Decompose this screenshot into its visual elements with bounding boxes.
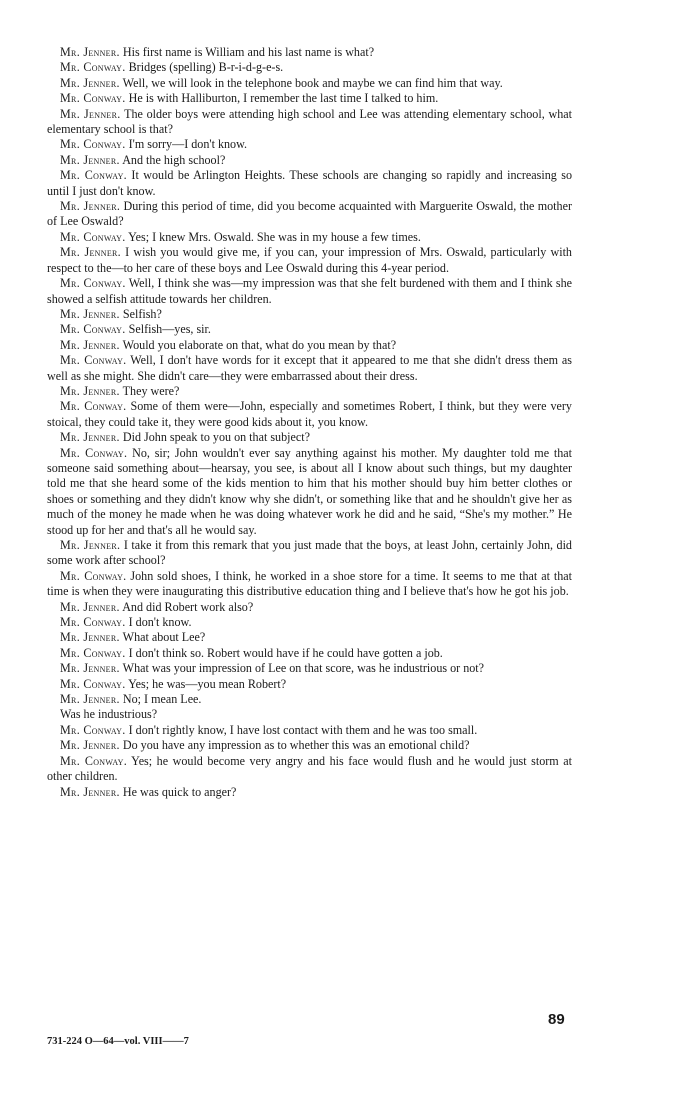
speaker-name: Mr. Jenner. — [60, 106, 121, 121]
testimony-paragraph — [47, 785, 572, 800]
speaker-name: Mr. Jenner. — [60, 199, 121, 214]
speaker-name: Mr. Jenner. — [60, 383, 120, 398]
speaker-name: Mr. Conway. — [60, 676, 126, 691]
speech-text: John sold shoes, I think, he worked in a shoe store for a time. It seems to me that at that time is when they were inaugurating this distributive education thing and I believe that's how he got his job. — [47, 568, 572, 599]
speech-text: Yes; I knew Mrs. Oswald. She was in my house a few times. — [128, 229, 421, 244]
testimony-paragraph — [47, 615, 572, 630]
page-number: 89 — [548, 1011, 565, 1028]
speaker-name: Mr. Conway. — [60, 168, 127, 183]
speech-text: And did Robert work also? — [122, 599, 254, 614]
speech-text: He is with Halliburton, I remember the last time I talked to him. — [128, 91, 439, 106]
testimony-paragraph — [47, 338, 572, 353]
testimony-paragraph — [47, 60, 572, 75]
speaker-name: Mr. Conway. — [60, 276, 126, 291]
speech-text: During this period of time, did you become acquainted with Marguerite Oswald, the mother of Lee Oswald? — [47, 199, 572, 229]
speech-text: Was he industrious? — [60, 707, 158, 722]
testimony-paragraph — [47, 430, 572, 445]
speaker-name: Mr. Jenner. — [60, 306, 120, 321]
speech-text: Selfish? — [122, 306, 162, 321]
testimony-paragraph — [47, 353, 572, 384]
testimony-paragraph — [47, 168, 572, 199]
testimony-paragraph — [47, 707, 572, 722]
speech-text: Well, we will look in the telephone book and maybe we can find him that way. — [122, 75, 503, 90]
speaker-name: Mr. Conway. — [60, 60, 126, 75]
speech-text: Did John speak to you on that subject? — [122, 430, 310, 445]
speech-text: It would be Arlington Heights. These schools are changing so rapidly and increasing so until I just don't know. — [47, 168, 572, 198]
testimony-paragraph — [47, 276, 572, 307]
testimony-paragraph — [47, 677, 572, 692]
speech-text: No; I mean Lee. — [122, 692, 202, 707]
speech-text: I don't rightly know, I have lost contact with them and he was too small. — [128, 722, 478, 737]
speaker-name: Mr. Jenner. — [60, 738, 120, 753]
speaker-name: Mr. Jenner. — [60, 430, 120, 445]
speech-text: I take it from this remark that you just made that the boys, at least John, certainly John, did some work after school? — [47, 538, 572, 568]
speaker-name: Mr. Conway. — [60, 722, 126, 737]
testimony-paragraph — [47, 137, 572, 152]
speech-text: I don't think so. Robert would have if he could have gotten a job. — [128, 645, 443, 660]
testimony-paragraph — [47, 384, 572, 399]
testimony-paragraph — [47, 754, 572, 785]
speech-text: What about Lee? — [122, 630, 206, 645]
testimony-paragraph — [47, 692, 572, 707]
speech-text: And the high school? — [122, 152, 226, 167]
speech-text: I'm sorry—I don't know. — [128, 137, 248, 152]
testimony-paragraph — [47, 199, 572, 230]
testimony-paragraph — [47, 738, 572, 753]
speech-text: His first name is William and his last name is what? — [122, 45, 375, 59]
speaker-name: Mr. Jenner. — [60, 599, 120, 614]
speech-text: Do you have any impression as to whether this was an emotional child? — [122, 738, 470, 753]
speaker-name: Mr. Conway. — [60, 753, 128, 768]
speaker-name: Mr. Conway. — [60, 568, 127, 583]
testimony-paragraph — [47, 661, 572, 676]
testimony-paragraph — [47, 230, 572, 245]
testimony-paragraph — [47, 646, 572, 661]
speaker-name: Mr. Jenner. — [60, 538, 121, 552]
speaker-name: Mr. Conway. — [60, 353, 127, 368]
testimony-paragraph — [47, 399, 572, 430]
speaker-name: Mr. Jenner. — [60, 45, 120, 59]
testimony-paragraph — [47, 91, 572, 106]
speech-text: What was your impression of Lee on that score, was he industrious or not? — [122, 661, 485, 676]
speech-text: They were? — [122, 383, 180, 398]
speech-text: Selfish—yes, sir. — [128, 322, 211, 337]
testimony-text — [47, 45, 572, 800]
speech-text: Yes; he would become very angry and his face would flush and he would just storm at other children. — [47, 753, 572, 784]
testimony-paragraph — [47, 322, 572, 337]
speaker-name: Mr. Conway. — [60, 322, 126, 337]
speech-text: Yes; he was—you mean Robert? — [128, 676, 287, 691]
testimony-paragraph — [47, 76, 572, 91]
speaker-name: Mr. Jenner. — [60, 245, 121, 260]
speech-text: No, sir; John wouldn't ever say anything against his mother. My daughter told me that someone said something about—hearsay, you see, is about all I know about such things, but my daughter told me that she heard some of the kids mention to him that his mother should buy him better clothes or shoes or something and they didn't know why she didn't, or something like that and he shouldn't give her as much of the money he made when he was doing whatever work he did and he said, “She's my mother.” He stood up for her and that's all he would say. — [47, 445, 572, 537]
testimony-paragraph — [47, 569, 572, 600]
testimony-paragraph — [47, 446, 572, 538]
print-code: 731-224 O—64—vol. VIII——7 — [47, 1036, 189, 1047]
speaker-name: Mr. Conway. — [60, 229, 126, 244]
testimony-paragraph — [47, 153, 572, 168]
speaker-name: Mr. Jenner. — [60, 75, 120, 90]
speaker-name: Mr. Conway. — [60, 137, 126, 152]
testimony-paragraph — [47, 45, 572, 60]
speech-text: Well, I don't have words for it except that it appeared to me that she didn't dress them as well as she might. She didn't care—they were embarrassed about their dress. — [47, 353, 572, 383]
speaker-name: Mr. Conway. — [60, 445, 128, 460]
testimony-paragraph — [47, 307, 572, 322]
testimony-paragraph — [47, 723, 572, 738]
speaker-name: Mr. Conway. — [60, 615, 126, 630]
speaker-name: Mr. Jenner. — [60, 661, 120, 676]
speaker-name: Mr. Jenner. — [60, 692, 120, 707]
speech-text: Some of them were—John, especially and sometimes Robert, I think, but they were very stoical, they could take it, they were good kids about it, you know. — [47, 399, 572, 429]
speech-text: He was quick to anger? — [122, 784, 237, 799]
speech-text: The older boys were attending high school and Lee was attending elementary school, what elementary school is that? — [47, 106, 572, 137]
speech-text: Well, I think she was—my impression was that she felt burdened with them and I think she showed a selfish attitude towards her children. — [47, 276, 572, 306]
speaker-name: Mr. Jenner. — [60, 630, 120, 645]
speech-text: Would you elaborate on that, what do you mean by that? — [122, 337, 397, 352]
testimony-paragraph — [47, 630, 572, 645]
speaker-name: Mr. Conway. — [60, 399, 127, 414]
speech-text: Bridges (spelling) B-r-i-d-g-e-s. — [128, 60, 284, 75]
testimony-paragraph — [47, 107, 572, 138]
speech-text: I don't know. — [128, 615, 192, 630]
speaker-name: Mr. Conway. — [60, 645, 126, 660]
speaker-name: Mr. Conway. — [60, 91, 126, 106]
testimony-paragraph — [47, 600, 572, 615]
testimony-paragraph — [47, 538, 572, 569]
speaker-name: Mr. Jenner. — [60, 784, 120, 799]
speaker-name: Mr. Jenner. — [60, 337, 120, 352]
speaker-name: Mr. Jenner. — [60, 152, 120, 167]
testimony-paragraph — [47, 245, 572, 276]
speech-text: I wish you would give me, if you can, your impression of Mrs. Oswald, particularly with respect to the—to her care of these boys and Lee Oswald during this 4-year period. — [47, 245, 572, 275]
